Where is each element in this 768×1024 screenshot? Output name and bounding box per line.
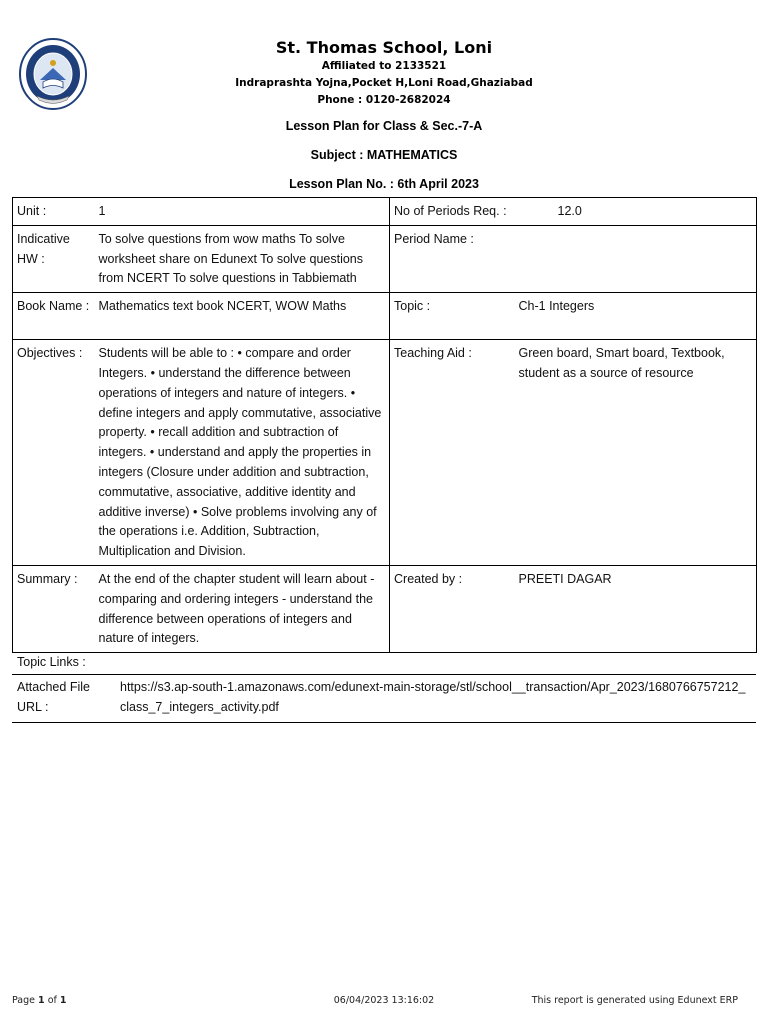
table-row [13, 198, 757, 226]
period-name-label: Period Name : [390, 225, 515, 292]
objectives-value: Students will be able to : • compare and order Integers. • understand the difference between operations of integers and nature of integers. • define integers and apply commutative, associative property. • recall addition and subtraction of integers. • understand and apply the properties in integers (Closure under addition and subtraction, commutative, associative, additive identity and additive inverse) • Solve problems involving any of the operations i.e. Addition, Subtraction, Multiplication and Division. [95, 340, 390, 566]
school-address: Indraprashta Yojna,Pocket H,Loni Road,Ghaziabad [235, 77, 533, 89]
created-by-label: Created by : [390, 565, 515, 652]
lesson-plan-number-title: Lesson Plan No. : 6th April 2023 [289, 177, 479, 191]
book-name-value: Mathematics text book NCERT, WOW Maths [95, 293, 390, 340]
lesson-plan-table [12, 197, 757, 653]
periods-value: 12.0 [515, 198, 757, 226]
summary-label: Summary : [13, 565, 95, 652]
school-phone: Phone : 0120-2682024 [317, 94, 451, 106]
topic-links-label: Topic Links : [17, 655, 86, 669]
unit-label: Unit : [13, 198, 95, 226]
topic-links-row [12, 650, 756, 675]
indicative-hw-value: To solve questions from wow maths To solve worksheet share on Edunext To solve questions from NCERT To solve questions in Tabbiemath [95, 225, 390, 292]
teaching-aid-label: Teaching Aid : [390, 340, 515, 566]
table-row [13, 225, 757, 292]
topic-value: Ch-1 Integers [515, 293, 757, 340]
period-name-value [515, 225, 757, 292]
created-by-value: PREETI DAGAR [515, 565, 757, 652]
report-timestamp: 06/04/2023 13:16:02 [333, 995, 435, 1006]
indicative-hw-label: Indicative HW : [13, 225, 95, 292]
lesson-plan-class-title: Lesson Plan for Class & Sec.-7-A [285, 119, 483, 133]
unit-value: 1 [95, 198, 390, 226]
attached-file-row [12, 676, 756, 723]
book-name-label: Book Name : [13, 293, 95, 340]
attached-file-url-link[interactable]: https://s3.ap-south-1.amazonaws.com/edunext-main-storage/stl/school__transaction/Apr_2023/1680766757212_class_7_integers_activity.pdf [120, 680, 746, 714]
school-name: St. Thomas School, Loni [275, 38, 493, 57]
objectives-label: Objectives : [13, 340, 95, 566]
subject-title: Subject : MATHEMATICS [310, 148, 458, 162]
generated-by-note: This report is generated using Edunext ERP [531, 995, 738, 1006]
page-number: Page 1 of 1 [12, 995, 67, 1006]
table-row [13, 293, 757, 340]
periods-label: No of Periods Req. : [390, 198, 515, 226]
summary-value: At the end of the chapter student will learn about - comparing and ordering integers - understand the difference between operations of integers and nature of integers. [95, 565, 390, 652]
attached-file-label: Attached File URL : [17, 680, 90, 714]
school-affiliation: Affiliated to 2133521 [321, 60, 447, 72]
topic-label: Topic : [390, 293, 515, 340]
teaching-aid-value: Green board, Smart board, Textbook, student as a source of resource [515, 340, 757, 566]
table-row [13, 565, 757, 652]
table-row [13, 340, 757, 566]
